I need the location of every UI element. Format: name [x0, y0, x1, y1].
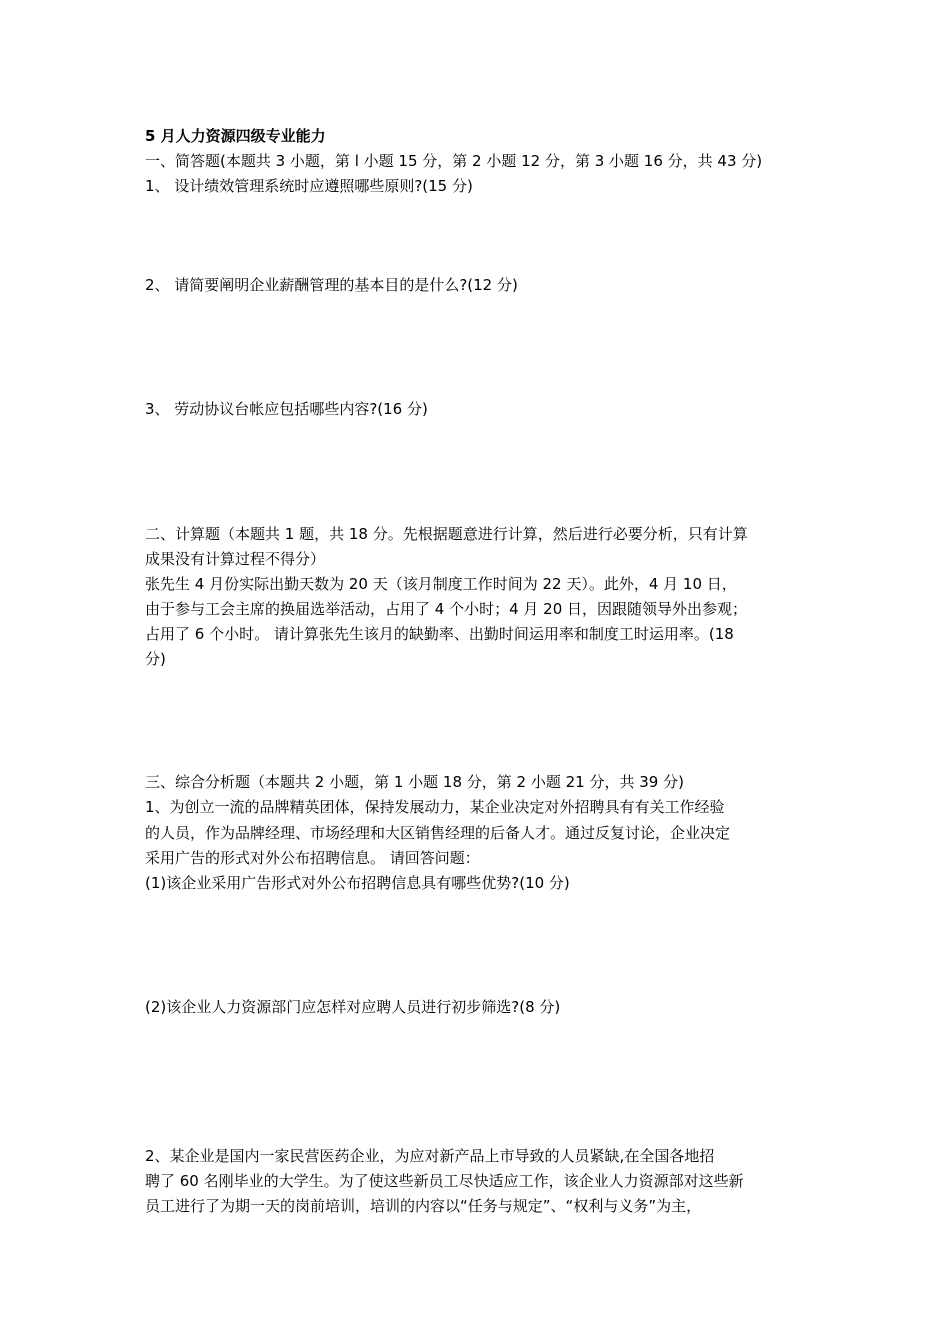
section2-body-line4: 分) — [145, 650, 166, 668]
section2-body-line1: 张先生 4 月份实际出勤天数为 20 天（该月制度工作时间为 22 天）。此外，4 月 10 日， — [145, 575, 737, 593]
section2-heading-line1: 二、计算题（本题共 1 题，共 18 分。先根据题意进行计算，然后进行必要分析，只有计算 — [145, 525, 748, 543]
case1-question-2: (2)该企业人力资源部门应怎样对应聘人员进行初步筛选?(8 分) — [145, 998, 561, 1016]
case2-line1: 2、某企业是国内一家民营医药企业，为应对新产品上市导致的人员紧缺,在全国各地招 — [145, 1147, 715, 1165]
question-1: 1、 设计绩效管理系统时应遵照哪些原则?(15 分) — [145, 177, 473, 195]
document-title: 5 月人力资源四级专业能力 — [145, 127, 326, 145]
section1-heading: 一、简答题(本题共 3 小题，第 l 小题 15 分，第 2 小题 12 分，第 3 小题 16 分，共 43 分) — [145, 152, 763, 170]
case1-line2: 的人员，作为品牌经理、市场经理和大区销售经理的后备人才。通过反复讨论，企业决定 — [145, 824, 731, 842]
case1-line3: 采用广告的形式对外公布招聘信息。 请回答问题： — [145, 849, 480, 867]
case1-line1: 1、为创立一流的品牌精英团体，保持发展动力，某企业决定对外招聘具有有关工作经验 — [145, 798, 725, 816]
case2-line2: 聘了 60 名刚毕业的大学生。为了使这些新员工尽快适应工作，该企业人力资源部对这些新 — [145, 1172, 744, 1190]
case1-question-1: (1)该企业采用广告形式对外公布招聘信息具有哪些优势?(10 分) — [145, 874, 570, 892]
section2-heading-line2: 成果没有计算过程不得分） — [145, 550, 326, 568]
question-2: 2、 请简要阐明企业薪酬管理的基本目的是什么?(12 分) — [145, 276, 518, 294]
section2-body-line2: 由于参与工会主席的换届选举活动，占用了 4 个小时；4 月 20 日，因跟随领导外出参观； — [145, 600, 748, 618]
section3-heading: 三、综合分析题（本题共 2 小题，第 1 小题 18 分，第 2 小题 21 分，共 39 分) — [145, 773, 684, 791]
question-3: 3、 劳动协议台帐应包括哪些内容?(16 分) — [145, 400, 428, 418]
section2-body-line3: 占用了 6 个小时。 请计算张先生该月的缺勤率、出勤时间运用率和制度工时运用率。(18 — [145, 625, 734, 643]
case2-line3: 员工进行了为期一天的岗前培训，培训的内容以“任务与规定”、“权利与义务”为主， — [145, 1197, 702, 1215]
